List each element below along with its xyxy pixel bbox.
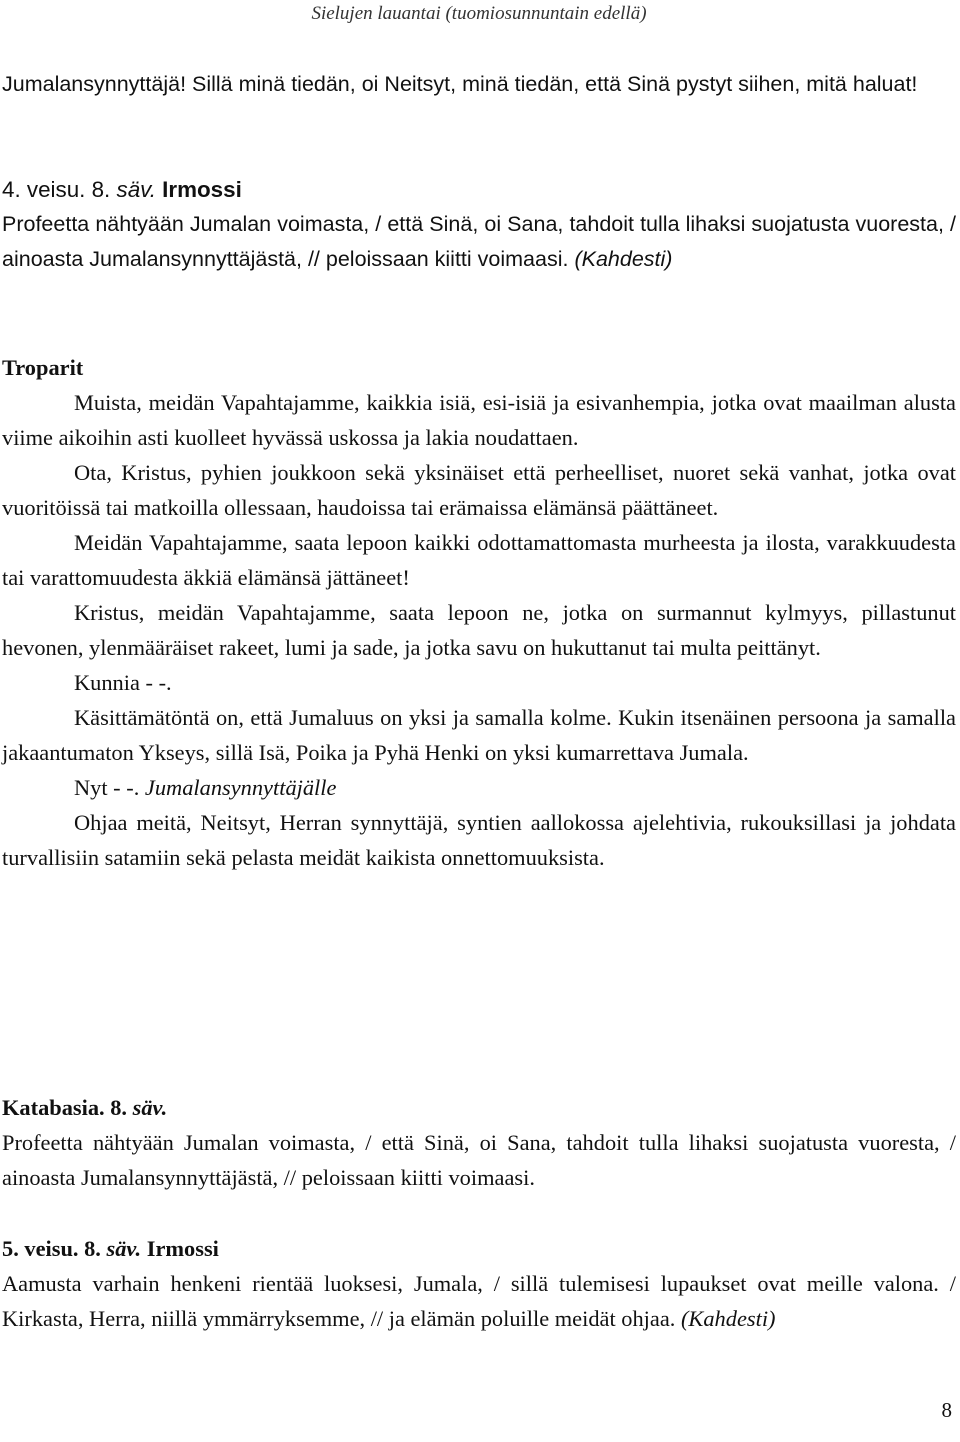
ode-4-irmos-body: Profeetta nähtyään Jumalan voimasta, / että Sinä, oi Sana, tahdoit tulla lihaksi suojatusta vuoresta, / ainoasta Jumalansynnyttäjästä, // peloissaan kiitti voimaasi. — [2, 212, 956, 271]
katavasia-section — [2, 1090, 956, 1195]
ode-4-heading — [2, 172, 956, 207]
ode-4-tone: säv. — [116, 177, 156, 202]
katavasia-tone: säv. — [132, 1095, 168, 1120]
running-header: Sielujen lauantai (tuomiosunnuntain edellä) — [311, 3, 647, 24]
ode-5-irmos-label: Irmossi — [146, 1236, 219, 1261]
katavasia-label: Katabasia. 8. — [2, 1095, 128, 1120]
ode-5-heading — [2, 1231, 956, 1266]
ode-5-section — [2, 1231, 956, 1336]
now-label: Nyt - -. — [74, 775, 140, 800]
now-line — [2, 770, 956, 805]
trinity-troparion: Käsittämätöntä on, että Jumaluus on yksi ja samalla kolme. Kukin itsenäinen persoona ja samalla jakaantumaton Ykseys, sillä Isä, Poika ja Pyhä Henki on yksi kumarrettava Jumala. — [2, 705, 956, 765]
opening-section — [2, 67, 956, 102]
troparia-heading: Troparit — [2, 355, 84, 380]
ode-5-tone: säv. — [106, 1236, 142, 1261]
ode-4-irmos-text — [2, 207, 956, 277]
opening-paragraph: Jumalansynnyttäjä! Sillä minä tiedän, oi Neitsyt, minä tiedän, että Sinä pystyt siihen, mitä haluat! — [2, 72, 918, 96]
ode-5-irmos-text — [2, 1266, 956, 1336]
theotokion-label: Jumalansynnyttäjälle — [144, 775, 337, 800]
ode-4-irmos-label: Irmossi — [162, 177, 242, 202]
glory-line: Kunnia - -. — [74, 670, 172, 695]
page-number: 8 — [941, 1398, 952, 1422]
ode-4-repeat: (Kahdesti) — [574, 247, 673, 271]
troparion-1: Muista, meidän Vapahtajamme, kaikkia isiä, esi-isiä ja esivanhempia, jotka ovat maailman alusta viime aikoihin asti kuolleet hyvässä uskossa ja lakia noudattaen. — [2, 390, 956, 450]
theotokion-text: Ohjaa meitä, Neitsyt, Herran synnyttäjä, syntien aallokossa ajelehtivia, rukouksillasi ja johdata turvallisiin satamiin sekä pelasta meidät kaikista onnettomuuksista. — [2, 810, 956, 870]
ode-5-irmos-body: Aamusta varhain henkeni rientää luoksesi, Jumala, / sillä tulemisesi lupaukset ovat meille valona. / Kirkasta, Herra, niillä ymmärryksemme, // ja elämän poluille meidät ohjaa. — [2, 1271, 956, 1331]
ode-5-number: 5. veisu. 8. — [2, 1236, 101, 1261]
document-page — [2, 0, 956, 1442]
troparia-section — [2, 350, 956, 875]
ode-4-number: 4. veisu. 8. — [2, 177, 111, 202]
ode-5-repeat: (Kahdesti) — [680, 1306, 776, 1331]
ode-4-section — [2, 172, 956, 277]
katavasia-text: Profeetta nähtyään Jumalan voimasta, / että Sinä, oi Sana, tahdoit tulla lihaksi suojatusta vuoresta, / ainoasta Jumalansynnyttäjästä, // peloissaan kiitti voimaasi. — [2, 1130, 956, 1190]
katavasia-heading — [2, 1090, 956, 1125]
troparion-2: Ota, Kristus, pyhien joukkoon sekä yksinäiset että perheelliset, nuoret sekä vanhat, jotka ovat vuoritöissä tai matkoilla ollessaan, haudoissa tai erämaissa elämänsä päättäneet. — [2, 460, 956, 520]
troparion-4: Kristus, meidän Vapahtajamme, saata lepoon ne, jotka on surmannut kylmyys, pillastunut hevonen, ylenmääräiset rakeet, lumi ja sade, ja jotka savu on hukuttanut tai multa peittänyt. — [2, 600, 956, 660]
troparion-3: Meidän Vapahtajamme, saata lepoon kaikki odottamattomasta murheesta ja ilosta, varakkuudesta tai varattomuudesta äkkiä elämänsä jättäneet! — [2, 530, 956, 590]
